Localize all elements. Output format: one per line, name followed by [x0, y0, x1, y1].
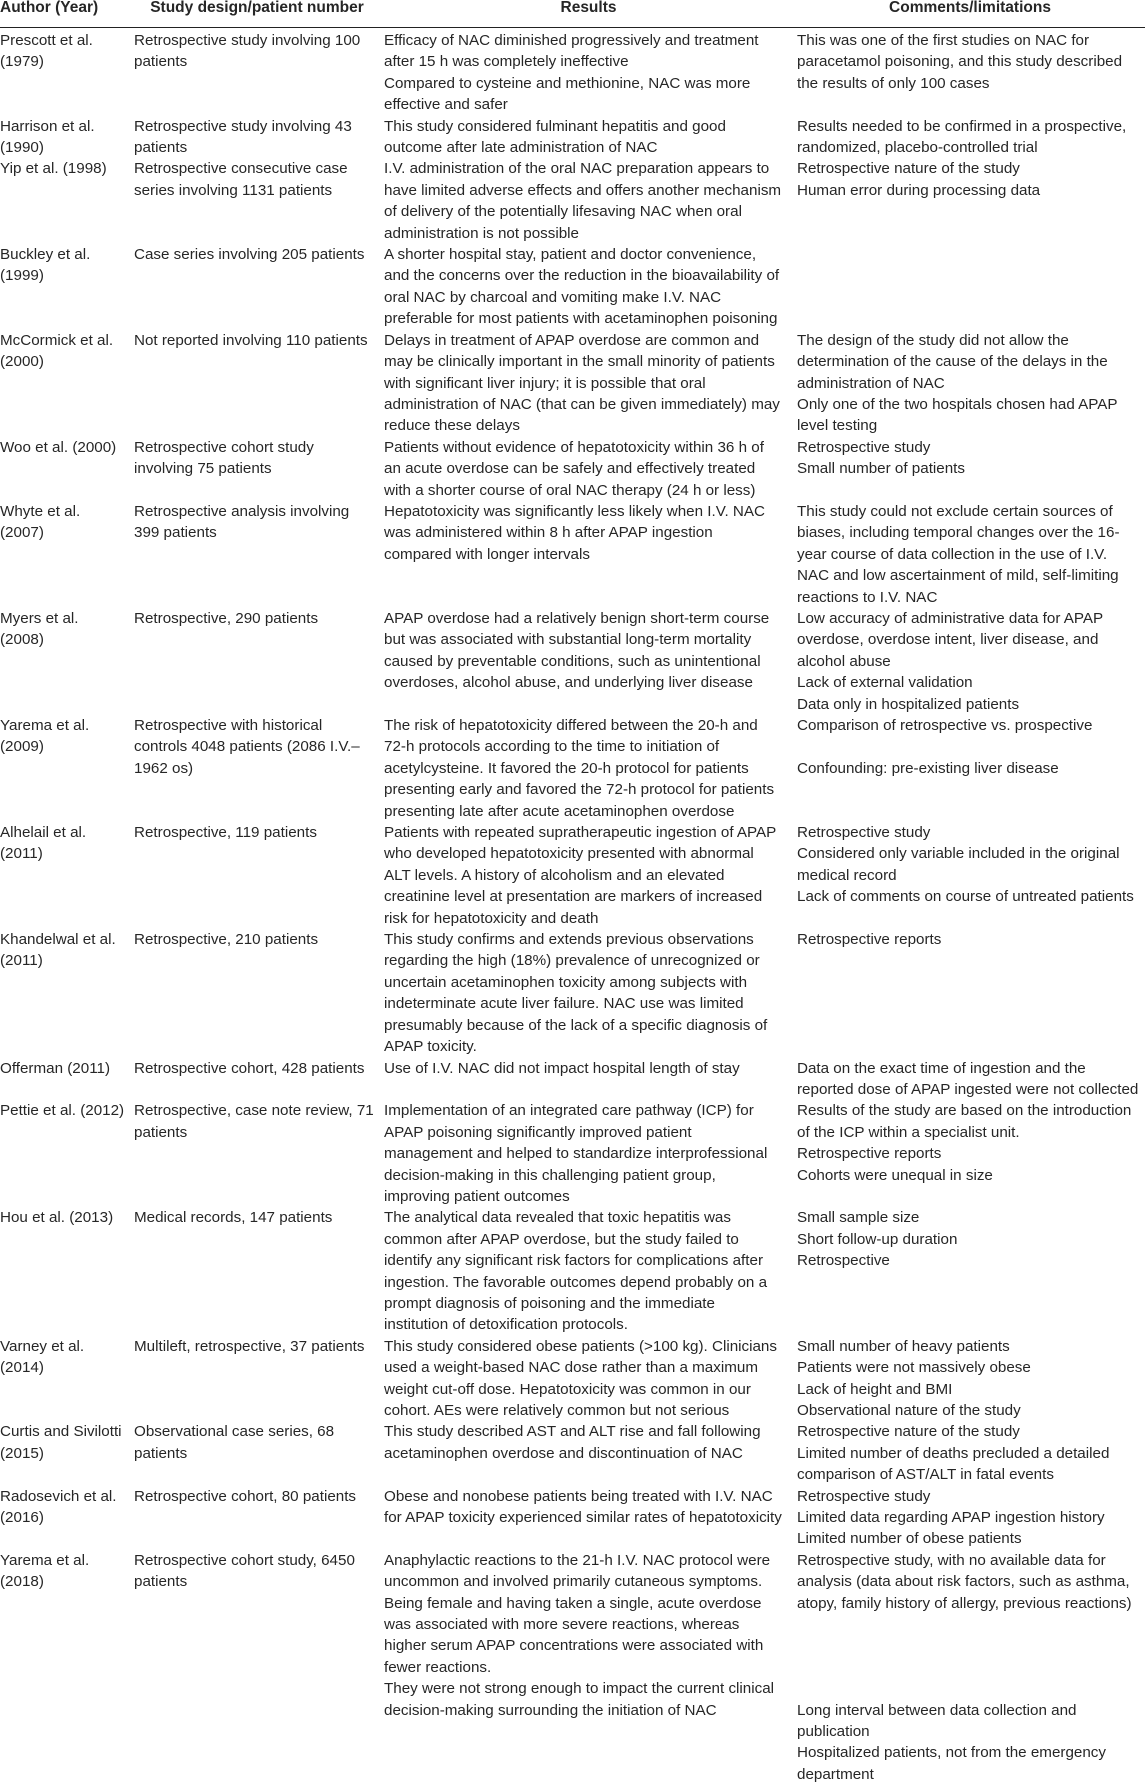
cell-comments: [795, 1421, 1145, 1485]
cell-comments: [795, 1100, 1145, 1207]
comment-text: Results of the study are based on the introduction of the ICP within a specialist unit.: [797, 1100, 1143, 1143]
author-text: McCormick et al. (2000): [0, 332, 113, 370]
author-text: Curtis and Sivilotti (2015): [0, 1423, 122, 1461]
cell-author: [0, 501, 132, 608]
author-text: Alhelail et al. (2011): [0, 824, 86, 862]
blank-line: [797, 1657, 1143, 1678]
author-text: Yarema et al. (2009): [0, 717, 89, 755]
cell-comments: [795, 1550, 1145, 1785]
results-text: Patients without evidence of hepatotoxicity within 36 h of an acute overdose can be safely and effectively treated with a shorter course of oral NAC therapy (24 h or less): [384, 437, 783, 501]
cell-author: [0, 1336, 132, 1422]
design-text: Not reported involving 110 patients: [134, 332, 368, 349]
cell-design: [132, 330, 382, 437]
design-text: Retrospective, case note review, 71 patients: [134, 1102, 374, 1140]
comment-text: Retrospective reports: [797, 1143, 1143, 1164]
design-text: Retrospective cohort, 80 patients: [134, 1488, 356, 1505]
comment-text: Retrospective: [797, 1250, 1143, 1271]
results-text: Obese and nonobese patients being treated with I.V. NAC for APAP toxicity experienced similar rates of hepatotoxicity: [384, 1486, 783, 1529]
cell-comments: [795, 929, 1145, 1057]
table-row: [0, 244, 1145, 330]
author-text: Hou et al. (2013): [0, 1209, 113, 1226]
table-row: [0, 437, 1145, 501]
design-text: Medical records, 147 patients: [134, 1209, 332, 1226]
design-text: Retrospective cohort study involving 75 patients: [134, 439, 314, 477]
results-text: APAP overdose had a relatively benign short-term course but was associated with substantial long-term mortality caused by preventable conditions, such as unintentional overdoses, alcohol abuse, and underlying liver disease: [384, 608, 783, 694]
cell-results: [382, 929, 795, 1057]
table-row: [0, 608, 1145, 715]
design-text: Retrospective, 119 patients: [134, 824, 317, 841]
cell-comments: [795, 28, 1145, 116]
comment-text: Retrospective study: [797, 822, 1143, 843]
comment-text: Small number of patients: [797, 458, 1143, 479]
comment-text: This study could not exclude certain sources of biases, including temporal changes over the 16-year course of data collection in the use of I.V. NAC and low ascertainment of mild, self-limiting reactions to I.V. NAC: [797, 501, 1143, 608]
cell-comments: [795, 437, 1145, 501]
cell-comments: [795, 1058, 1145, 1101]
comment-text: Retrospective nature of the study: [797, 1421, 1143, 1442]
blank-line: [797, 1678, 1143, 1699]
cell-author: [0, 116, 132, 159]
design-text: Observational case series, 68 patients: [134, 1423, 334, 1461]
cell-results: [382, 1100, 795, 1207]
cell-author: [0, 28, 132, 116]
comment-text: This was one of the first studies on NAC for paracetamol poisoning, and this study described the results of only 100 cases: [797, 30, 1143, 94]
cell-results: [382, 1058, 795, 1101]
cell-author: [0, 1207, 132, 1335]
table-row: [0, 28, 1145, 116]
comment-text: Small sample size: [797, 1207, 1143, 1228]
cell-results: [382, 1550, 795, 1785]
author-text: Yip et al. (1998): [0, 160, 107, 177]
cell-design: [132, 244, 382, 330]
table-row: [0, 116, 1145, 159]
cell-author: [0, 1486, 132, 1550]
author-text: Radosevich et al. (2016): [0, 1488, 117, 1526]
comment-text: Retrospective study: [797, 1486, 1143, 1507]
results-text: Use of I.V. NAC did not impact hospital length of stay: [384, 1058, 783, 1079]
comment-text: The design of the study did not allow the determination of the cause of the delays in the administration of NAC: [797, 330, 1143, 394]
author-text: Pettie et al. (2012): [0, 1102, 124, 1119]
table-body: [0, 28, 1145, 1785]
comment-text: Retrospective nature of the study: [797, 158, 1143, 179]
cell-comments: [795, 330, 1145, 437]
author-text: Yarema et al. (2018): [0, 1552, 89, 1590]
cell-design: [132, 501, 382, 608]
blank-line: [797, 1614, 1143, 1635]
cell-author: [0, 608, 132, 715]
design-text: Retrospective analysis involving 399 patients: [134, 503, 349, 541]
design-text: Case series involving 205 patients: [134, 246, 364, 263]
cell-design: [132, 1058, 382, 1101]
cell-results: [382, 715, 795, 822]
cell-author: [0, 330, 132, 437]
cell-author: [0, 715, 132, 822]
cell-comments: [795, 244, 1145, 330]
cell-design: [132, 1486, 382, 1550]
results-text: The analytical data revealed that toxic hepatitis was common after APAP overdose, but the study failed to identify any significant risk factors for complications after ingestion. The favorable outcomes depend probably on a prompt diagnosis of poisoning and the immediate institution of detoxification protocols.: [384, 1207, 783, 1335]
design-text: Retrospective, 290 patients: [134, 610, 318, 627]
table-row: [0, 1207, 1145, 1335]
results-text: Patients with repeated supratherapeutic ingestion of APAP who developed hepatotoxicity presented with abnormal ALT levels. A history of alcoholism and an elevated creatinine level at presentation are markers of increased risk for hepatotoxicity and death: [384, 822, 783, 929]
design-text: Retrospective consecutive case series involving 1131 patients: [134, 160, 348, 198]
comment-text: Retrospective reports: [797, 929, 1143, 950]
author-text: Woo et al. (2000): [0, 439, 116, 456]
cell-design: [132, 28, 382, 116]
cell-results: [382, 1421, 795, 1485]
comment-text: Patients were not massively obese: [797, 1357, 1143, 1378]
table-row: [0, 1421, 1145, 1485]
results-text: Implementation of an integrated care pathway (ICP) for APAP poisoning significantly improved patient management and helped to standardize interprofessional decision-making in this challenging patient group, improving patient outcomes: [384, 1100, 783, 1207]
table-row: [0, 929, 1145, 1057]
cell-design: [132, 608, 382, 715]
results-text: This study considered fulminant hepatitis and good outcome after late administration of NAC: [384, 116, 783, 159]
cell-results: [382, 1336, 795, 1422]
cell-author: [0, 929, 132, 1057]
design-text: Retrospective study involving 43 patients: [134, 118, 352, 156]
comment-text: Comparison of retrospective vs. prospective: [797, 715, 1143, 736]
author-text: Offerman (2011): [0, 1060, 110, 1077]
table-row: [0, 1336, 1145, 1422]
cell-design: [132, 1550, 382, 1785]
cell-comments: [795, 822, 1145, 929]
comment-text: Lack of height and BMI: [797, 1379, 1143, 1400]
results-text: Delays in treatment of APAP overdose are common and may be clinically important in the small minority of patients with significant liver injury; it is possible that oral administration of NAC (that can be given immediately) may reduce these delays: [384, 330, 783, 437]
table-row: [0, 501, 1145, 608]
table-row: [0, 1058, 1145, 1101]
cell-author: [0, 158, 132, 244]
results-text: A shorter hospital stay, patient and doctor convenience, and the concerns over the reduction in the bioavailability of oral NAC by charcoal and vomiting make I.V. NAC preferable for most patients with acetaminophen poisoning: [384, 244, 783, 330]
table-row: [0, 1550, 1145, 1785]
comment-text: Limited number of deaths precluded a detailed comparison of AST/ALT in fatal events: [797, 1443, 1143, 1486]
cell-author: [0, 822, 132, 929]
cell-design: [132, 116, 382, 159]
header-author: Author (Year): [0, 0, 132, 28]
table-row: [0, 158, 1145, 244]
comment-text: Short follow-up duration: [797, 1229, 1143, 1250]
table-row: [0, 822, 1145, 929]
header-results: Results: [382, 0, 795, 28]
comment-text: Results needed to be confirmed in a prospective, randomized, placebo-controlled trial: [797, 116, 1143, 159]
comment-text: Retrospective study, with no available data for analysis (data about risk factors, such as asthma, atopy, family history of allergy, previous reactions): [797, 1550, 1143, 1614]
cell-design: [132, 1421, 382, 1485]
cell-comments: [795, 501, 1145, 608]
header-comments: Comments/limitations: [795, 0, 1145, 28]
author-text: Buckley et al. (1999): [0, 246, 90, 284]
comment-text: Lack of external validation: [797, 672, 1143, 693]
results-text: Anaphylactic reactions to the 21-h I.V. NAC protocol were uncommon and involved primarily cutaneous symptoms. Being female and having taken a single, acute overdose was associated with more severe reactions, whereas higher serum APAP concentrations were associated with fewer reactions.: [384, 1550, 783, 1678]
author-text: Whyte et al. (2007): [0, 503, 80, 541]
design-text: Retrospective study involving 100 patients: [134, 32, 360, 70]
design-text: Multileft, retrospective, 37 patients: [134, 1338, 364, 1355]
comment-text: Cohorts were unequal in size: [797, 1165, 1143, 1186]
table-row: [0, 1486, 1145, 1550]
cell-author: [0, 1058, 132, 1101]
cell-comments: [795, 1207, 1145, 1335]
cell-results: [382, 822, 795, 929]
design-text: Retrospective, 210 patients: [134, 931, 318, 948]
comment-text: Hospitalized patients, not from the emergency department: [797, 1742, 1143, 1785]
comment-text: Data only in hospitalized patients: [797, 694, 1143, 715]
blank-line: [797, 736, 1143, 757]
cell-author: [0, 1421, 132, 1485]
comment-text: Lack of comments on course of untreated patients: [797, 886, 1143, 907]
cell-results: [382, 608, 795, 715]
cell-comments: [795, 1486, 1145, 1550]
cell-author: [0, 1550, 132, 1785]
comment-text: Human error during processing data: [797, 180, 1143, 201]
results-text: This study confirms and extends previous observations regarding the high (18%) prevalence of unrecognized or uncertain acetaminophen toxicity among subjects with indeterminate acute liver failure. NAC use was limited presumably because of the lack of a specific diagnosis of APAP toxicity.: [384, 929, 783, 1057]
table-row: [0, 330, 1145, 437]
cell-comments: [795, 715, 1145, 822]
cell-comments: [795, 158, 1145, 244]
cell-author: [0, 437, 132, 501]
cell-design: [132, 437, 382, 501]
author-text: Prescott et al. (1979): [0, 32, 93, 70]
comment-text: Small number of heavy patients: [797, 1336, 1143, 1357]
cell-results: [382, 501, 795, 608]
cell-results: [382, 437, 795, 501]
design-text: Retrospective with historical controls 4048 patients (2086 I.V.–1962 os): [134, 717, 360, 777]
cell-design: [132, 822, 382, 929]
cell-results: [382, 1486, 795, 1550]
cell-comments: [795, 608, 1145, 715]
table-header-row: [0, 0, 1145, 28]
results-text: I.V. administration of the oral NAC preparation appears to have limited adverse effects and offers another mechanism of delivery of the potentially lifesaving NAC when oral administration is not possible: [384, 158, 783, 244]
comment-text: Low accuracy of administrative data for APAP overdose, overdose intent, liver disease, and alcohol abuse: [797, 608, 1143, 672]
results-text: They were not strong enough to impact the current clinical decision-making surrounding the initiation of NAC: [384, 1678, 783, 1721]
cell-results: [382, 116, 795, 159]
comment-text: Limited number of obese patients: [797, 1528, 1143, 1549]
cell-design: [132, 158, 382, 244]
comment-text: Observational nature of the study: [797, 1400, 1143, 1421]
cell-results: [382, 28, 795, 116]
cell-author: [0, 244, 132, 330]
results-text: This study described AST and ALT rise and fall following acetaminophen overdose and discontinuation of NAC: [384, 1421, 783, 1464]
comment-text: Confounding: pre-existing liver disease: [797, 758, 1143, 779]
results-text: Hepatotoxicity was significantly less likely when I.V. NAC was administered within 8 h after APAP ingestion compared with longer intervals: [384, 501, 783, 565]
comment-text: Considered only variable included in the original medical record: [797, 843, 1143, 886]
cell-design: [132, 1336, 382, 1422]
results-text: Efficacy of NAC diminished progressively and treatment after 15 h was completely ineffective: [384, 30, 783, 73]
results-text: This study considered obese patients (>100 kg). Clinicians used a weight-based NAC dose rather than a maximum weight cut-off dose. Hepatotoxicity was common in our cohort. AEs were relatively common but not serious: [384, 1336, 783, 1422]
cell-design: [132, 1207, 382, 1335]
cell-comments: [795, 1336, 1145, 1422]
header-design: Study design/patient number: [132, 0, 382, 28]
cell-author: [0, 1100, 132, 1207]
cell-comments: [795, 116, 1145, 159]
table-row: [0, 1100, 1145, 1207]
cell-results: [382, 330, 795, 437]
comment-text: Data on the exact time of ingestion and the reported dose of APAP ingested were not collected: [797, 1058, 1143, 1101]
author-text: Myers et al. (2008): [0, 610, 79, 648]
comment-text: Limited data regarding APAP ingestion history: [797, 1507, 1143, 1528]
blank-line: [797, 1635, 1143, 1656]
comment-text: Only one of the two hospitals chosen had APAP level testing: [797, 394, 1143, 437]
cell-design: [132, 715, 382, 822]
author-text: Harrison et al. (1990): [0, 118, 95, 156]
author-text: Varney et al. (2014): [0, 1338, 84, 1376]
design-text: Retrospective cohort, 428 patients: [134, 1060, 364, 1077]
design-text: Retrospective cohort study, 6450 patients: [134, 1552, 355, 1590]
results-text: Compared to cysteine and methionine, NAC was more effective and safer: [384, 73, 783, 116]
results-text: The risk of hepatotoxicity differed between the 20-h and 72-h protocols according to the time to initiation of acetylcysteine. It favored the 20-h protocol for patients presenting early and favored the 72-h protocol for patients presenting late after acute acetaminophen overdose: [384, 715, 783, 822]
table-row: [0, 715, 1145, 822]
comment-text: Long interval between data collection and publication: [797, 1700, 1143, 1743]
cell-design: [132, 1100, 382, 1207]
cell-results: [382, 1207, 795, 1335]
cell-results: [382, 244, 795, 330]
author-text: Khandelwal et al. (2011): [0, 931, 116, 969]
cell-design: [132, 929, 382, 1057]
comment-text: Retrospective study: [797, 437, 1143, 458]
cell-results: [382, 158, 795, 244]
